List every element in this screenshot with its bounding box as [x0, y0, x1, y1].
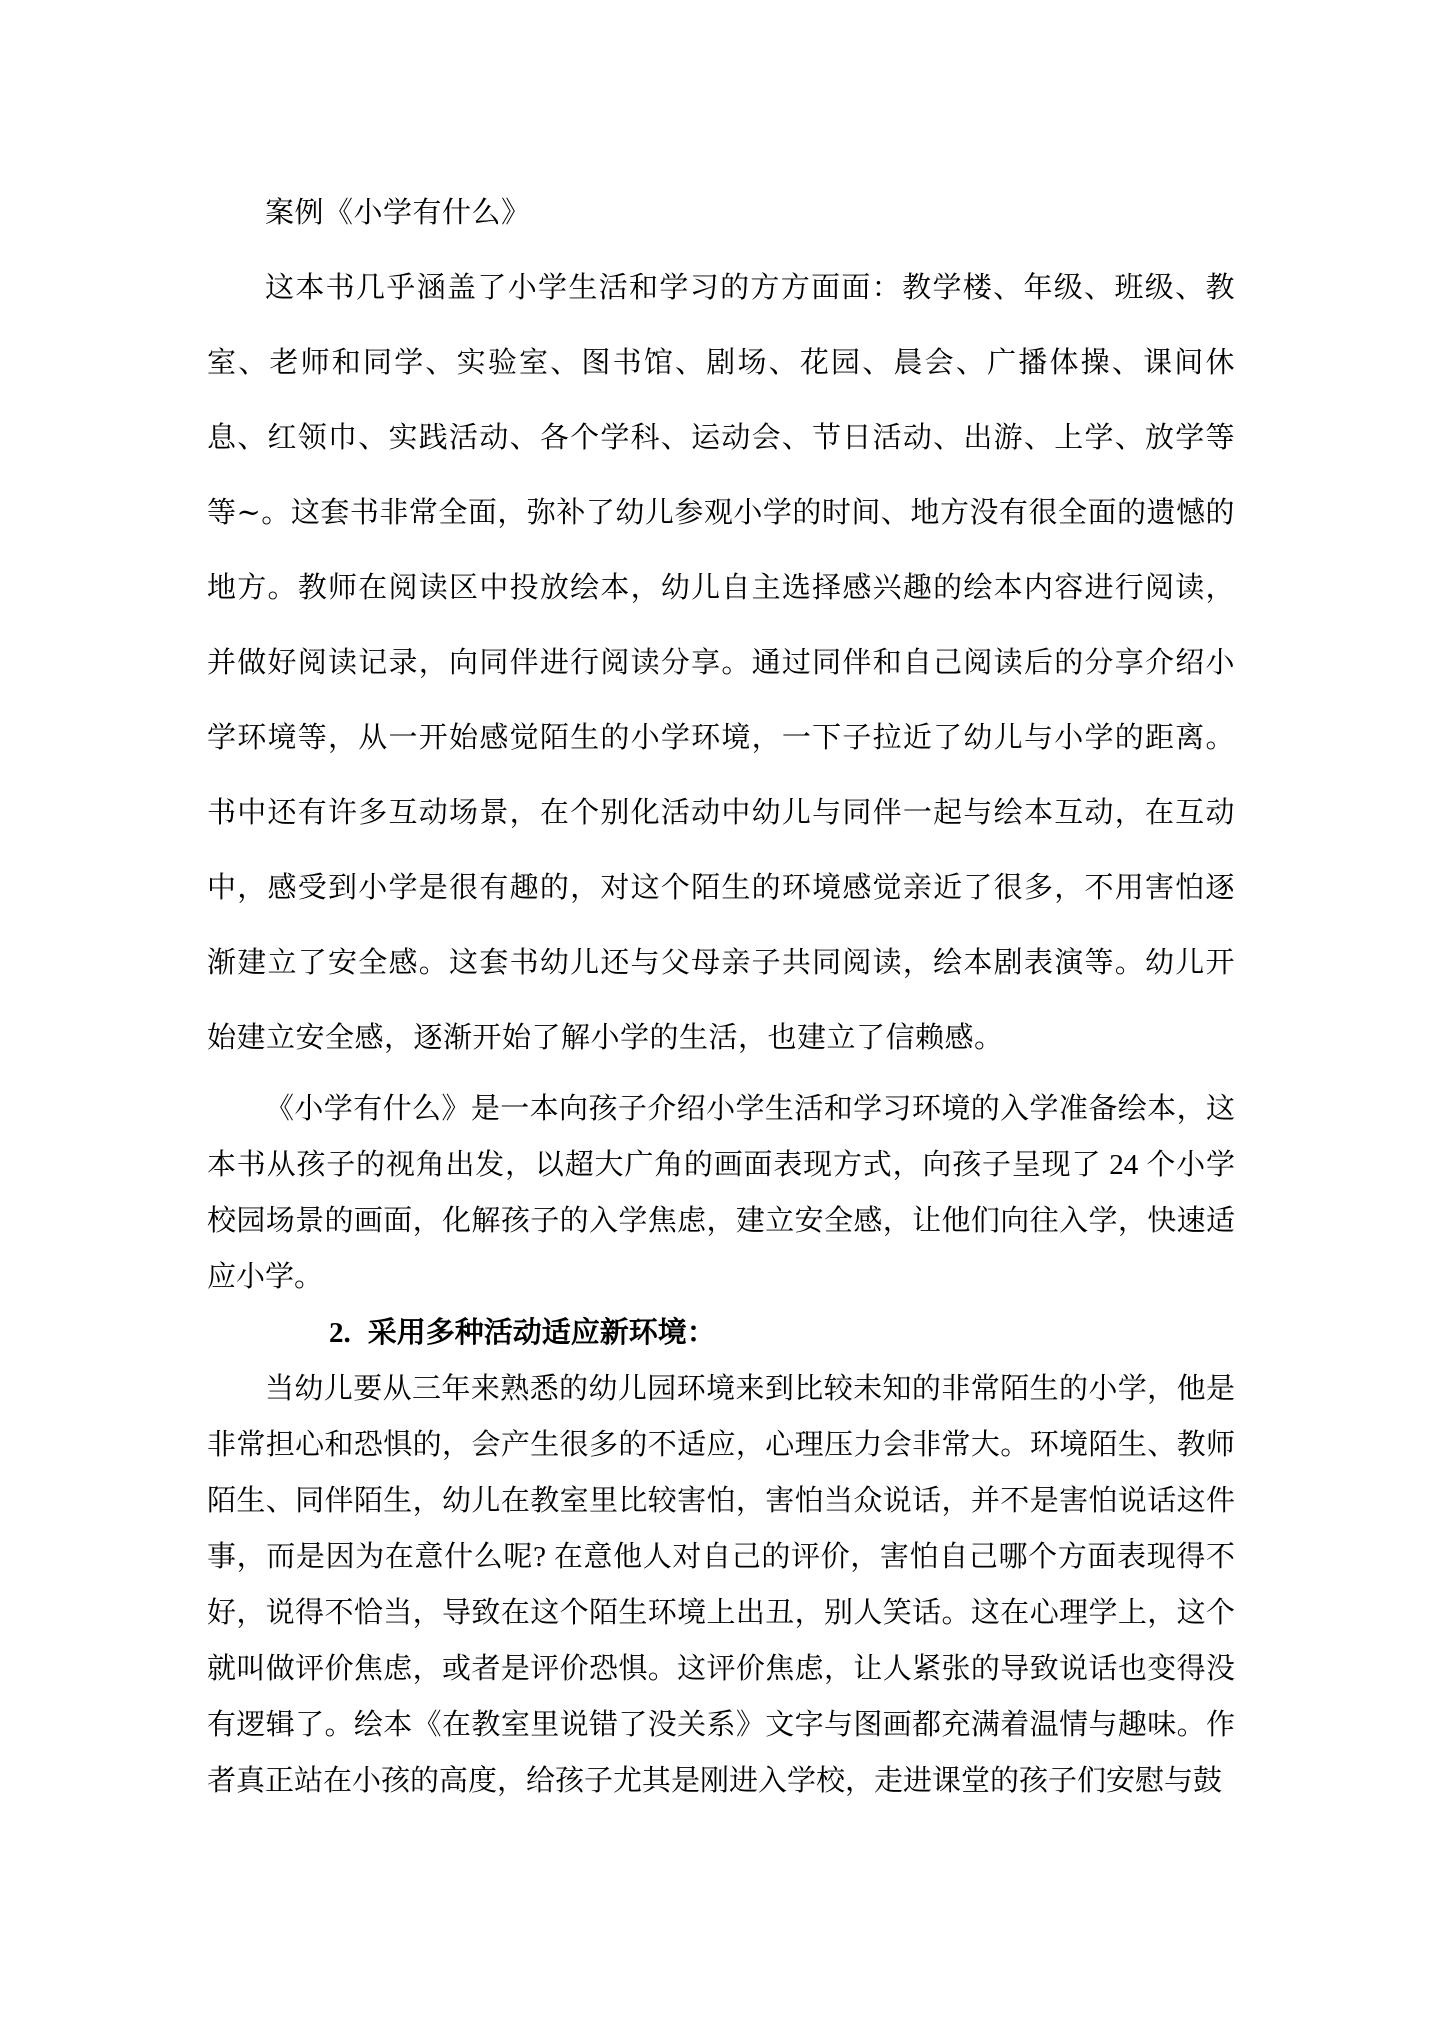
section-heading-text: 采用多种活动适应新环境： — [367, 1317, 716, 1349]
book-intro-paragraph: 《小学有什么》是一本向孩子介绍小学生活和学习环境的入学准备绘本，这本书从孩子的视角出发，以超大广角的画面表现方式，向孩子呈现了 24 个小学校园场景的画面，化解孩子的入学焦虑，建立安全感，让他们向往入学，快速适应小学。 — [207, 1093, 1235, 1293]
case-body-paragraph: 这本书几乎涵盖了小学生活和学习的方方面面：教学楼、年级、班级、教室、老师和同学、实验室、图书馆、剧场、花园、晨会、广播体操、课间休息、红领巾、实践活动、各个学科、运动会、节日活动、出游、上学、放学等等~。这套书非常全面，弥补了幼儿参观小学的时间、地方没有很全面的遗憾的地方。教师在阅读区中投放绘本，幼儿自主选择感兴趣的绘本内容进行阅读，并做好阅读记录，向同伴进行阅读分享。通过同伴和自己阅读后的分享介绍小学环境等，从一开始感觉陌生的小学环境，一下子拉近了幼儿与小学的距离。书中还有许多互动场景，在个别化活动中幼儿与同伴一起与绘本互动，在互动中，感受到小学是很有趣的，对这个陌生的环境感觉亲近了很多，不用害怕逐渐建立了安全感。这套书幼儿还与父母亲子共同阅读，绘本剧表演等。幼儿开始建立安全感，逐渐开始了解小学的生活，也建立了信赖感。 — [207, 270, 1235, 1054]
case-title-paragraph: 案例《小学有什么》 — [265, 195, 531, 229]
section-body-paragraph: 当幼儿要从三年来熟悉的幼儿园环境来到比较未知的非常陌生的小学，他是非常担心和恐惧的，会产生很多的不适应，心理压力会非常大。环境陌生、教师陌生、同伴陌生，幼儿在教室里比较害怕，害怕当众说话，并不是害怕说话这件事，而是因为在意什么呢? 在意他人对自己的评价，害怕自己哪个方面表现得不好，说得不恰当，导致在这个陌生环境上出丑，别人笑话。这在心理学上，这个就叫做评价焦虑，或者是评价恐惧。这评价焦虑，让人紧张的导致说话也变得没有逻辑了。绘本《在教室里说错了没关系》文字与图画都充满着温情与趣味。作者真正站在小孩的高度，给孩子尤其是刚进入学校，走进课堂的孩子们安慰与鼓 — [207, 1373, 1235, 1797]
case-transcript-section — [207, 175, 1235, 1075]
document-text-block — [207, 0, 1235, 1809]
commentary-section — [207, 1081, 1235, 1809]
section-heading — [207, 1305, 1235, 1361]
section-heading-number: 2. — [329, 1317, 351, 1349]
